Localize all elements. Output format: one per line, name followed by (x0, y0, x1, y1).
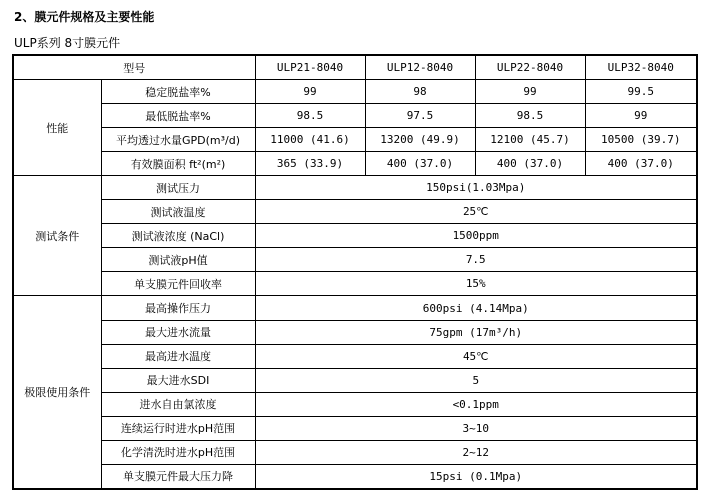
table-row (13, 344, 697, 368)
row-label: 化学清洗时进水pH范围 (101, 440, 255, 464)
value-cell: 99 (255, 80, 365, 104)
table-row (13, 128, 697, 152)
value-cell: 25℃ (255, 200, 697, 224)
model-header-cell: ULP22-8040 (475, 55, 585, 80)
table-row (13, 296, 697, 320)
value-cell: 400 (37.0) (475, 152, 585, 176)
table-row (13, 152, 697, 176)
table-row (13, 176, 697, 200)
row-label: 最大进水流量 (101, 320, 255, 344)
row-label: 最高进水温度 (101, 344, 255, 368)
row-label: 稳定脱盐率% (101, 80, 255, 104)
value-cell: 7.5 (255, 248, 697, 272)
row-label: 有效膜面积 ft²(m²) (101, 152, 255, 176)
row-label: 连续运行时进水pH范围 (101, 416, 255, 440)
header-row (13, 55, 697, 80)
value-cell: 99 (475, 80, 585, 104)
value-cell: <0.1ppm (255, 392, 697, 416)
model-header-label: 型号 (13, 55, 255, 80)
row-label: 最大进水SDI (101, 368, 255, 392)
row-label: 最低脱盐率% (101, 104, 255, 128)
value-cell: 15% (255, 272, 697, 296)
row-label: 最高操作压力 (101, 296, 255, 320)
model-header-cell: ULP32-8040 (585, 55, 697, 80)
table-row (13, 248, 697, 272)
table-row (13, 368, 697, 392)
value-cell: 600psi (4.14Mpa) (255, 296, 697, 320)
value-cell: 1500ppm (255, 224, 697, 248)
row-label: 进水自由氯浓度 (101, 392, 255, 416)
row-label: 测试液温度 (101, 200, 255, 224)
value-cell: 12100 (45.7) (475, 128, 585, 152)
model-header-cell: ULP21-8040 (255, 55, 365, 80)
table-row (13, 200, 697, 224)
value-cell: 98.5 (475, 104, 585, 128)
value-cell: 11000 (41.6) (255, 128, 365, 152)
value-cell: 2~12 (255, 440, 697, 464)
series-subtitle: ULP系列 8寸膜元件 (14, 36, 121, 50)
table-row (13, 440, 697, 464)
row-label: 测试液pH值 (101, 248, 255, 272)
row-label: 测试压力 (101, 176, 255, 200)
table-row (13, 464, 697, 489)
row-label: 测试液浓度 (NaCl) (101, 224, 255, 248)
value-cell: 3~10 (255, 416, 697, 440)
table-row (13, 320, 697, 344)
value-cell: 15psi (0.1Mpa) (255, 464, 697, 489)
value-cell: 99 (585, 104, 697, 128)
table-row (13, 272, 697, 296)
group-label-performance: 性能 (13, 80, 101, 176)
group-label-test-conditions: 测试条件 (13, 176, 101, 296)
value-cell: 365 (33.9) (255, 152, 365, 176)
value-cell: 13200 (49.9) (365, 128, 475, 152)
value-cell: 45℃ (255, 344, 697, 368)
value-cell: 99.5 (585, 80, 697, 104)
value-cell: 98 (365, 80, 475, 104)
row-label: 平均透过水量GPD(m³/d) (101, 128, 255, 152)
value-cell: 5 (255, 368, 697, 392)
table-row (13, 224, 697, 248)
row-label: 单支膜元件最大压力降 (101, 464, 255, 489)
value-cell: 150psi(1.03Mpa) (255, 176, 697, 200)
table-row (13, 392, 697, 416)
value-cell: 10500 (39.7) (585, 128, 697, 152)
section-title: 2、膜元件规格及主要性能 (14, 10, 155, 24)
table-row (13, 80, 697, 104)
table-row (13, 104, 697, 128)
spec-table (12, 54, 698, 490)
value-cell: 98.5 (255, 104, 365, 128)
value-cell: 400 (37.0) (365, 152, 475, 176)
value-cell: 75gpm (17m³/h) (255, 320, 697, 344)
value-cell: 97.5 (365, 104, 475, 128)
row-label: 单支膜元件回收率 (101, 272, 255, 296)
group-label-limits: 极限使用条件 (13, 296, 101, 489)
table-row (13, 416, 697, 440)
model-header-cell: ULP12-8040 (365, 55, 475, 80)
value-cell: 400 (37.0) (585, 152, 697, 176)
